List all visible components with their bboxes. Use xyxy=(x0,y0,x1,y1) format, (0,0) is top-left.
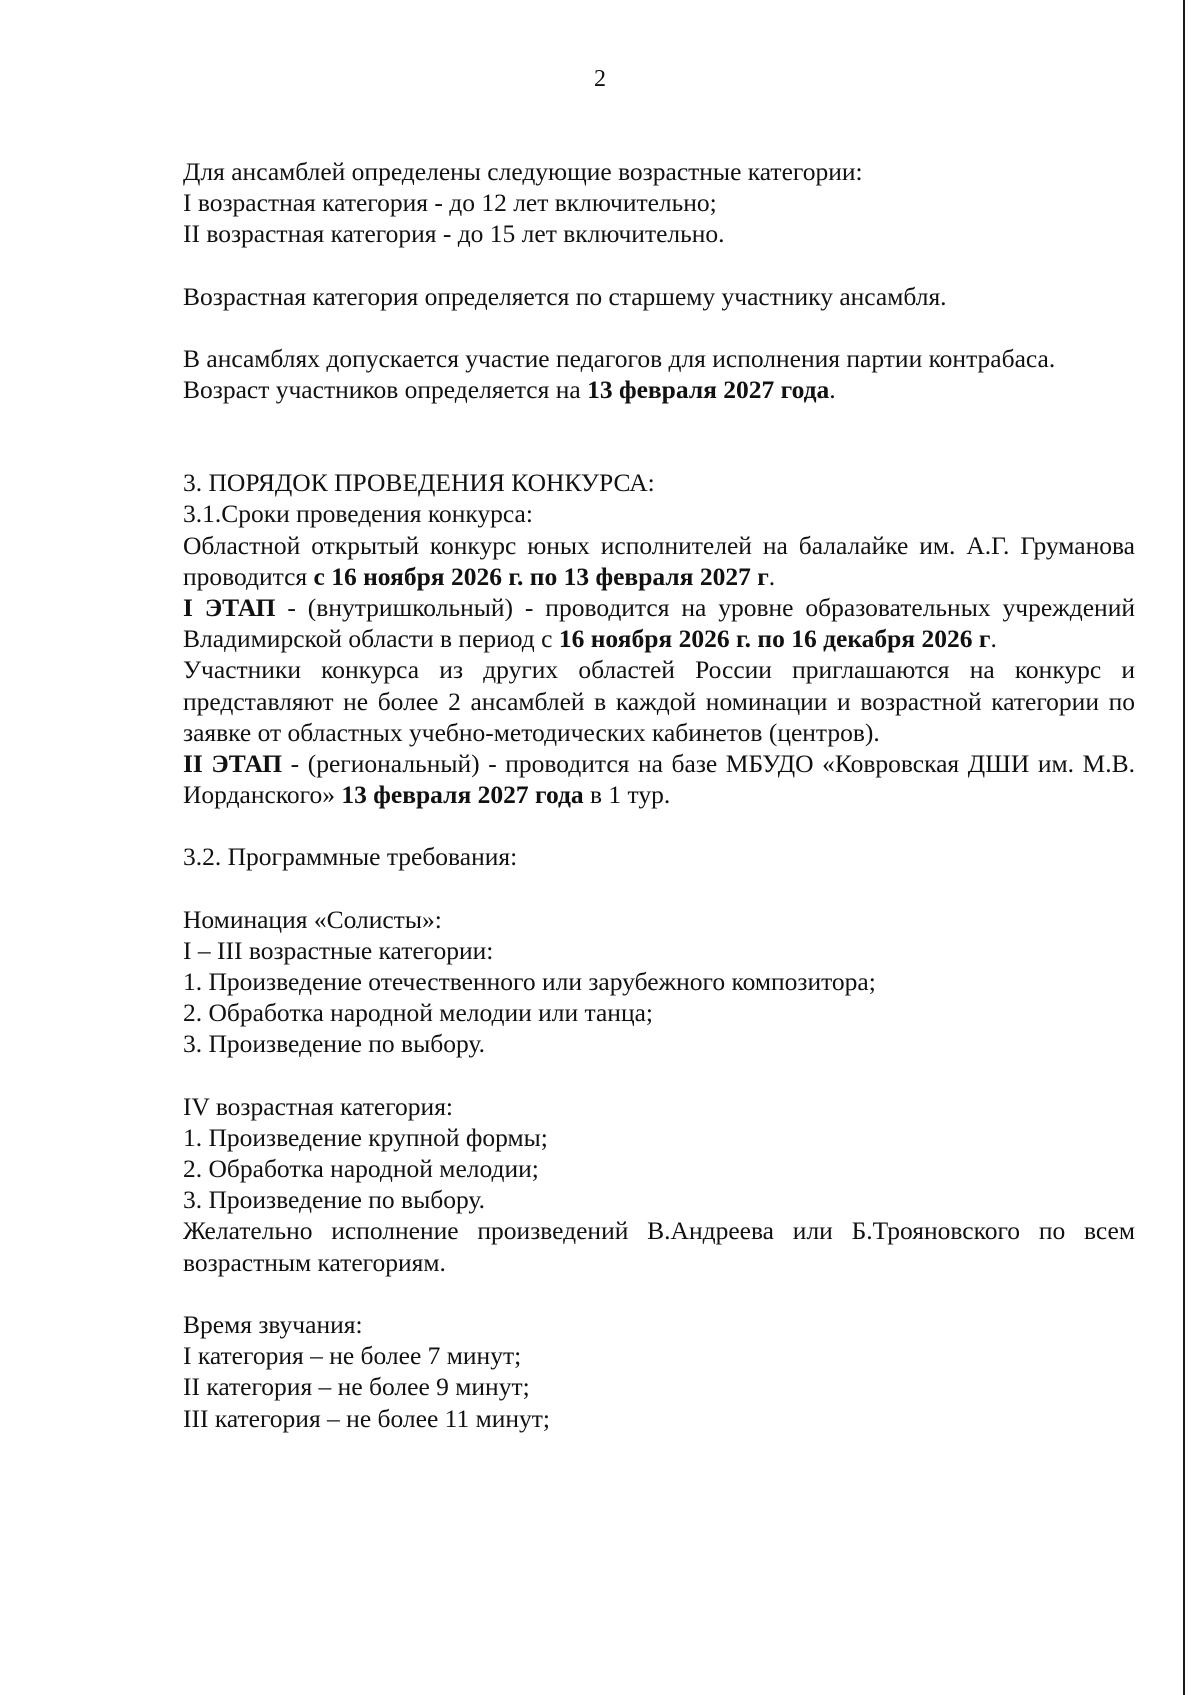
page-edge-line xyxy=(1183,0,1185,1695)
participants-paragraph: Участники конкурса из других областей России приглашаются на конкурс и представляют не более 2 ансамблей в каждой номинации и возрастной категории по заявке от областных учебно-методических кабинетов (центров). xyxy=(183,655,1135,747)
soloists-item-2: 2. Обработка народной мелодии или танца; xyxy=(183,998,654,1028)
teachers-rule: В ансамблях допускается участие педагогов для исполнения партии контрабаса. xyxy=(183,343,1056,373)
category-4-title: IV возрастная категория: xyxy=(183,1091,454,1121)
document-body xyxy=(183,156,1135,1434)
duration-item-3: III категория – не более 11 минут; xyxy=(183,1403,550,1433)
duration-item-2: II категория – не более 9 минут; xyxy=(183,1372,530,1402)
ensemble-category-1: I возрастная категория - до 12 лет включительно; xyxy=(183,188,717,218)
soloists-item-3: 3. Произведение по выбору. xyxy=(183,1029,485,1059)
stage-2-paragraph xyxy=(183,748,1135,810)
stage-1-dates: 16 ноября 2026 г. по 16 декабря 2026 г xyxy=(558,624,991,654)
section-3-1-title: 3.1.Сроки проведения конкурса: xyxy=(183,499,533,529)
contest-dates-text: Областной открытый конкурс юных исполнителей на балалайке им. А.Г. Груманова проводится xyxy=(183,530,1135,591)
stage-2-date: 13 февраля 2027 года xyxy=(341,780,584,810)
duration-title: Время звучания: xyxy=(183,1309,363,1339)
stage-1-paragraph xyxy=(183,592,1135,654)
oldest-member-rule: Возрастная категория определяется по старшему участнику ансамбля. xyxy=(183,281,947,311)
stage-2-text: - (региональный) - проводится на базе МБУДО «Ковровская ДШИ им. М.В. Иорданского» xyxy=(183,749,1135,810)
contest-dates-range: с 16 ноября 2026 г. по 13 февраля 2027 г xyxy=(313,561,769,591)
section-3-2-title: 3.2. Программные требования: xyxy=(183,842,518,872)
stage-1-label: I ЭТАП xyxy=(183,593,276,623)
soloists-categories-title: I – III возрастные категории: xyxy=(183,935,494,965)
contest-dates-paragraph xyxy=(183,530,1135,592)
page-number: 2 xyxy=(594,66,606,92)
soloists-item-1: 1. Произведение отечественного или зарубежного композитора; xyxy=(183,967,876,997)
composers-note: Желательно исполнение произведений В.Андреева или Б.Трояновского по всем возрастным категориям. xyxy=(183,1216,1135,1277)
category-4-item-2: 2. Обработка народной мелодии; xyxy=(183,1154,539,1184)
section-3-title: 3. ПОРЯДОК ПРОВЕДЕНИЯ КОНКУРСА: xyxy=(183,468,655,498)
ensemble-category-2: II возрастная категория - до 15 лет включительно. xyxy=(183,219,725,249)
age-determined xyxy=(183,374,1135,405)
age-determined-text: Возраст участников определяется на xyxy=(183,375,588,405)
soloists-title: Номинация «Солисты»: xyxy=(183,904,442,934)
category-4-item-1: 1. Произведение крупной формы; xyxy=(183,1122,548,1152)
age-determined-date: 13 февраля 2027 года xyxy=(587,375,830,405)
stage-2-end: в 1 тур. xyxy=(583,780,671,810)
duration-item-1: I категория – не более 7 минут; xyxy=(183,1341,522,1371)
ensemble-categories-intro: Для ансамблей определены следующие возрастные категории: xyxy=(183,157,863,186)
age-determined-end: . xyxy=(829,375,836,405)
category-4-item-3: 3. Произведение по выбору. xyxy=(183,1185,485,1215)
stage-1-text: - (внутришкольный) - проводится на уровне образовательных учреждений Владимирской области в период с xyxy=(183,593,1135,654)
stage-2-label: II ЭТАП xyxy=(183,749,283,779)
contest-dates-end: . xyxy=(768,561,776,591)
stage-1-end: . xyxy=(990,624,997,654)
